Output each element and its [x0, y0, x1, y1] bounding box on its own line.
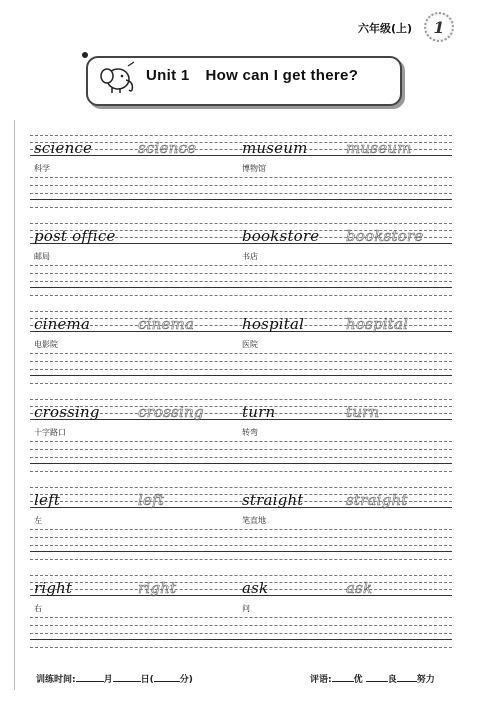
- left-word: right: [34, 579, 73, 597]
- practice-dashed-line: [30, 281, 452, 282]
- practice-dashed-line: [30, 471, 452, 472]
- right-meaning: 书店: [242, 252, 258, 261]
- right-trace-word: turn: [346, 403, 380, 421]
- unit-title: [146, 67, 358, 84]
- practice-time: [36, 672, 193, 685]
- right-meaning: 问: [242, 604, 250, 613]
- practice-dashed-line: [30, 185, 452, 186]
- practice-dashed-line: [30, 177, 452, 178]
- left-meaning: 右: [34, 604, 42, 613]
- page-border: [14, 120, 15, 690]
- practice-dashed-line: [30, 559, 452, 560]
- practice-dashed-line: [30, 633, 452, 634]
- practice-dashed-line: [30, 361, 452, 362]
- practice-dashed-line: [30, 273, 452, 274]
- day-label: 日(: [140, 675, 154, 685]
- practice-label: 训练时间:: [36, 675, 76, 685]
- right-word: bookstore: [242, 227, 320, 245]
- left-trace-word: cinema: [138, 315, 195, 333]
- try-harder-blank[interactable]: [397, 672, 417, 682]
- right-word: turn: [242, 403, 276, 421]
- rating-label: 评语:: [310, 675, 332, 685]
- dashed-guide-line: [30, 582, 452, 583]
- grade-label: 六年级(上): [358, 22, 413, 35]
- page-number: 1: [433, 17, 445, 37]
- minutes-blank[interactable]: [154, 672, 180, 682]
- left-meaning: 左: [34, 516, 42, 525]
- dashed-guide-line: [30, 135, 452, 136]
- left-word: crossing: [34, 403, 100, 421]
- practice-dashed-line: [30, 545, 452, 546]
- practice-dashed-line: [30, 441, 452, 442]
- left-meaning: 邮局: [34, 252, 50, 261]
- dashed-guide-line: [30, 399, 452, 400]
- left-word: left: [34, 491, 61, 509]
- right-trace-word: museum: [346, 139, 412, 157]
- practice-dashed-line: [30, 369, 452, 370]
- good-blank[interactable]: [366, 672, 388, 682]
- right-trace-word: ask: [346, 579, 373, 597]
- practice-dashed-line: [30, 537, 452, 538]
- right-meaning: 博物馆: [242, 164, 266, 173]
- practice-dashed-line: [30, 625, 452, 626]
- left-word: cinema: [34, 315, 91, 333]
- left-word: science: [34, 139, 93, 157]
- unit-number: Unit 1: [146, 67, 190, 84]
- practice-dashed-line: [30, 449, 452, 450]
- excellent-blank[interactable]: [332, 672, 354, 682]
- month-blank[interactable]: [76, 672, 104, 682]
- try-harder-label: 努力: [416, 675, 435, 685]
- dashed-guide-line: [30, 575, 452, 576]
- right-meaning: 笔直地: [242, 516, 266, 525]
- right-trace-word: hospital: [346, 315, 409, 333]
- dashed-guide-line: [30, 223, 452, 224]
- left-trace-word: crossing: [138, 403, 204, 421]
- practice-dashed-line: [30, 295, 452, 296]
- left-meaning: 十字路口: [34, 428, 66, 437]
- practice-dashed-line: [30, 265, 452, 266]
- title-pin: [82, 52, 88, 58]
- practice-baseline: [30, 551, 452, 552]
- practice-dashed-line: [30, 193, 452, 194]
- left-word: post office: [34, 227, 116, 245]
- right-word: museum: [242, 139, 308, 157]
- rating: [310, 672, 435, 685]
- right-word: hospital: [242, 315, 305, 333]
- dashed-guide-line: [30, 311, 452, 312]
- elephant-icon: [98, 60, 138, 96]
- left-trace-word: science: [138, 139, 197, 157]
- left-meaning: 科学: [34, 164, 50, 173]
- right-word: straight: [242, 491, 304, 509]
- right-word: ask: [242, 579, 269, 597]
- good-label: 良: [387, 675, 397, 685]
- practice-dashed-line: [30, 457, 452, 458]
- minutes-label: 分): [179, 675, 193, 685]
- right-trace-word: bookstore: [346, 227, 424, 245]
- practice-dashed-line: [30, 207, 452, 208]
- left-trace-word: left: [138, 491, 165, 509]
- dashed-guide-line: [30, 589, 452, 590]
- month-label: 月: [103, 675, 113, 685]
- right-trace-word: straight: [346, 491, 408, 509]
- left-meaning: 电影院: [34, 340, 58, 349]
- dashed-guide-line: [30, 487, 452, 488]
- practice-baseline: [30, 463, 452, 464]
- right-meaning: 医院: [242, 340, 258, 349]
- day-blank[interactable]: [113, 672, 141, 682]
- right-meaning: 转弯: [242, 428, 258, 437]
- baseline: [30, 595, 452, 596]
- practice-baseline: [30, 199, 452, 200]
- practice-dashed-line: [30, 529, 452, 530]
- practice-dashed-line: [30, 617, 452, 618]
- practice-dashed-line: [30, 383, 452, 384]
- practice-baseline: [30, 639, 452, 640]
- left-trace-word: right: [138, 579, 177, 597]
- unit-question: How can I get there?: [205, 67, 359, 84]
- practice-dashed-line: [30, 353, 452, 354]
- page-number-badge: [424, 12, 454, 42]
- practice-baseline: [30, 287, 452, 288]
- practice-baseline: [30, 375, 452, 376]
- practice-dashed-line: [30, 647, 452, 648]
- excellent-label: 优: [353, 675, 363, 685]
